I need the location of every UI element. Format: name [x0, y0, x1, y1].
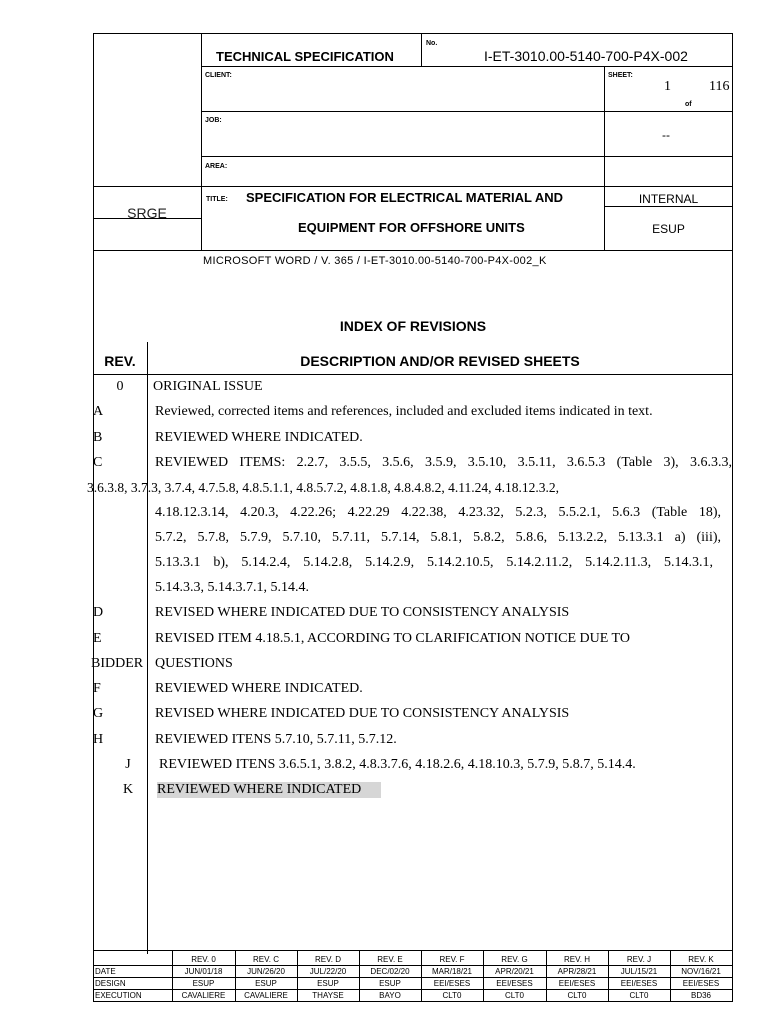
- rev-description: Reviewed, corrected items and references, included and excluded items indicated in text.: [155, 404, 653, 419]
- footer-execution: CLT0: [505, 991, 524, 1000]
- border-left-body: [93, 250, 94, 950]
- rev-code: J: [125, 757, 131, 772]
- footer-row-label: DESIGN: [95, 979, 126, 988]
- footer-rev-header: REV. C: [253, 955, 279, 964]
- title-label: TITLE:: [206, 196, 228, 203]
- footer-rev-header: REV. D: [315, 955, 341, 964]
- rev-description: REVISED ITEM 4.18.5.1, ACCORDING TO CLARIFICATION NOTICE DUE TO: [155, 631, 630, 646]
- footer-row-rule: [93, 989, 733, 990]
- footer-rev-header: REV. K: [688, 955, 714, 964]
- rev-code: F: [93, 681, 101, 696]
- job-label: JOB:: [205, 117, 222, 124]
- rev-description: REVISED WHERE INDICATED DUE TO CONSISTENCY ANALYSIS: [155, 706, 570, 721]
- footer-execution: CLT0: [442, 991, 462, 1000]
- footer-row-label: EXECUTION: [95, 991, 142, 1000]
- footer-rev-header: REV. E: [377, 955, 403, 964]
- index-header-rule: [93, 374, 733, 375]
- rev-description: 4.18.12.3.14, 4.20.3, 4.22.26; 4.22.29 4.22.38, 4.23.32, 5.2.3, 5.5.2.1, 5.6.3 (Table 18),: [155, 505, 721, 520]
- department: ESUP: [652, 222, 685, 236]
- column-rev-header: REV.: [104, 353, 136, 369]
- number-cell-divider: [421, 33, 422, 66]
- rev-description: REVIEWED ITEMS: 2.2.7, 3.5.5, 3.5.6, 3.5.9, 3.5.10, 3.5.11, 3.6.5.3 (Table 3), 3.6.3.3,: [155, 455, 732, 470]
- doc-type: TECHNICAL SPECIFICATION: [216, 49, 394, 64]
- company-code: SRGE: [127, 205, 167, 221]
- rev-code: H: [93, 732, 104, 747]
- index-title: INDEX OF REVISIONS: [339, 318, 487, 334]
- footer-border-left: [93, 950, 94, 1002]
- rev-description: 5.7.2, 5.7.8, 5.7.9, 5.7.10, 5.7.11, 5.7.14, 5.8.1, 5.8.2, 5.8.6, 5.13.2.2, 5.13.3.1 a) (iii),: [155, 530, 721, 545]
- rev-code: D: [93, 605, 104, 620]
- footer-rev-header: REV. F: [439, 955, 465, 964]
- footer-design: EEI/ESES: [620, 979, 658, 988]
- rev-description: REVISED WHERE INDICATED DUE TO CONSISTENCY ANALYSIS: [155, 605, 570, 620]
- rev-column-divider: [147, 342, 148, 954]
- rev-description: BIDDER: [91, 656, 144, 671]
- line-client: [201, 66, 733, 67]
- footer-rev-header: REV. 0: [191, 955, 216, 964]
- footer-date: JUN/26/20: [247, 967, 285, 976]
- sheet-total: 116: [709, 79, 730, 94]
- rev-code: 0: [116, 379, 124, 394]
- rev-code: K: [122, 782, 134, 797]
- footer-date: APR/20/21: [495, 967, 534, 976]
- footer-date: APR/28/21: [557, 967, 597, 976]
- classification: INTERNAL: [638, 192, 699, 206]
- footer-row-label: DATE: [95, 967, 116, 976]
- title-line-1: SPECIFICATION FOR ELECTRICAL MATERIAL AND: [246, 190, 564, 205]
- area-label: AREA:: [205, 163, 228, 170]
- footer-date: DEC/02/20: [370, 967, 410, 976]
- footer-design: EEI/ESES: [496, 979, 533, 988]
- footer-date: JUL/22/20: [309, 967, 347, 976]
- footer-design: ESUP: [317, 979, 339, 988]
- rev-description: REVIEWED ITENS 3.6.5.1, 3.8.2, 4.8.3.7.6, 4.18.2.6, 4.18.10.3, 5.7.9, 5.8.7, 5.14.4.: [159, 757, 636, 772]
- rev-description: REVIEWED ITENS 5.7.10, 5.7.11, 5.7.12.: [155, 732, 397, 747]
- sheet-label: SHEET:: [608, 72, 633, 79]
- footer-design: EEI/ESES: [682, 979, 720, 988]
- rev-description: QUESTIONS: [155, 656, 233, 671]
- footer-rev-header: REV. G: [501, 955, 528, 964]
- rev-code: G: [93, 706, 104, 721]
- footer-execution: CAVALIERE: [244, 991, 288, 1000]
- rev-description: REVIEWED WHERE INDICATED: [157, 782, 381, 798]
- rev-description: ORIGINAL ISSUE: [153, 379, 263, 394]
- footer-border-right: [732, 950, 733, 1002]
- border-right-body: [732, 250, 733, 950]
- footer-date: MAR/18/21: [431, 967, 473, 976]
- rev-description: REVIEWED WHERE INDICATED.: [155, 681, 363, 696]
- footer-top-rule: [93, 950, 733, 951]
- footer-date: JUL/15/21: [620, 967, 658, 976]
- footer-execution: CAVALIERE: [181, 991, 226, 1000]
- footer-row-rule: [93, 977, 733, 978]
- footer-design: EEI/ESES: [558, 979, 596, 988]
- rev-code: B: [93, 430, 103, 445]
- footer-design: ESUP: [255, 979, 277, 988]
- footer-design: ESUP: [192, 979, 215, 988]
- rev-description: 5.14.3.3, 5.14.3.7.1, 5.14.4.: [155, 580, 309, 595]
- footer-execution: CLT0: [567, 991, 587, 1000]
- line-job: [201, 111, 733, 112]
- footer-execution: CLT0: [629, 991, 649, 1000]
- doc-number: I-ET-3010.00-5140-700-P4X-002: [484, 48, 688, 64]
- line-classification: [604, 206, 733, 207]
- line-header-bottom: [93, 250, 733, 251]
- footer-execution: THAYSE: [312, 991, 344, 1000]
- number-label: No.: [426, 40, 438, 47]
- footer-design: ESUP: [379, 979, 401, 988]
- border-top: [93, 33, 733, 34]
- footer-bottom-rule: [93, 1001, 733, 1002]
- footer-execution: BD36: [690, 991, 711, 1000]
- rev-description: REVIEWED WHERE INDICATED.: [155, 430, 363, 445]
- job-value: --: [662, 128, 670, 142]
- line-title: [93, 186, 733, 187]
- of-label: of: [685, 101, 692, 108]
- footer-execution: BAYO: [379, 991, 401, 1000]
- rev-code: A: [93, 404, 104, 419]
- title-line-2: EQUIPMENT FOR OFFSHORE UNITS: [298, 220, 525, 235]
- rev-description: 3.6.3.8, 3.7.3, 3.7.4, 4.7.5.8, 4.8.5.1.1, 4.8.5.7.2, 4.8.1.8, 4.8.4.8.2, 4.11.24, 4.18.12.3.2,: [87, 480, 559, 495]
- line-area: [201, 156, 733, 157]
- file-reference: MICROSOFT WORD / V. 365 / I-ET-3010.00-5140-700-P4X-002_K: [203, 255, 547, 267]
- footer-rev-header: REV. J: [626, 955, 652, 964]
- footer-rev-header: REV. H: [564, 955, 590, 964]
- column-description-header: DESCRIPTION AND/OR REVISED SHEETS: [300, 353, 580, 369]
- rev-description: 5.13.3.1 b), 5.14.2.4, 5.14.2.8, 5.14.2.9, 5.14.2.10.5, 5.14.2.11.2, 5.14.2.11.3, 5.14.3.1,: [155, 555, 713, 570]
- rev-code: C: [93, 455, 103, 470]
- footer-date: JUN/01/18: [184, 967, 223, 976]
- footer-row-rule: [93, 965, 733, 966]
- sheet-number: 1: [664, 79, 671, 94]
- footer-date: NOV/16/21: [681, 967, 721, 976]
- client-label: CLIENT:: [205, 72, 232, 79]
- rev-code: E: [93, 631, 102, 646]
- footer-design: EEI/ESES: [433, 979, 471, 988]
